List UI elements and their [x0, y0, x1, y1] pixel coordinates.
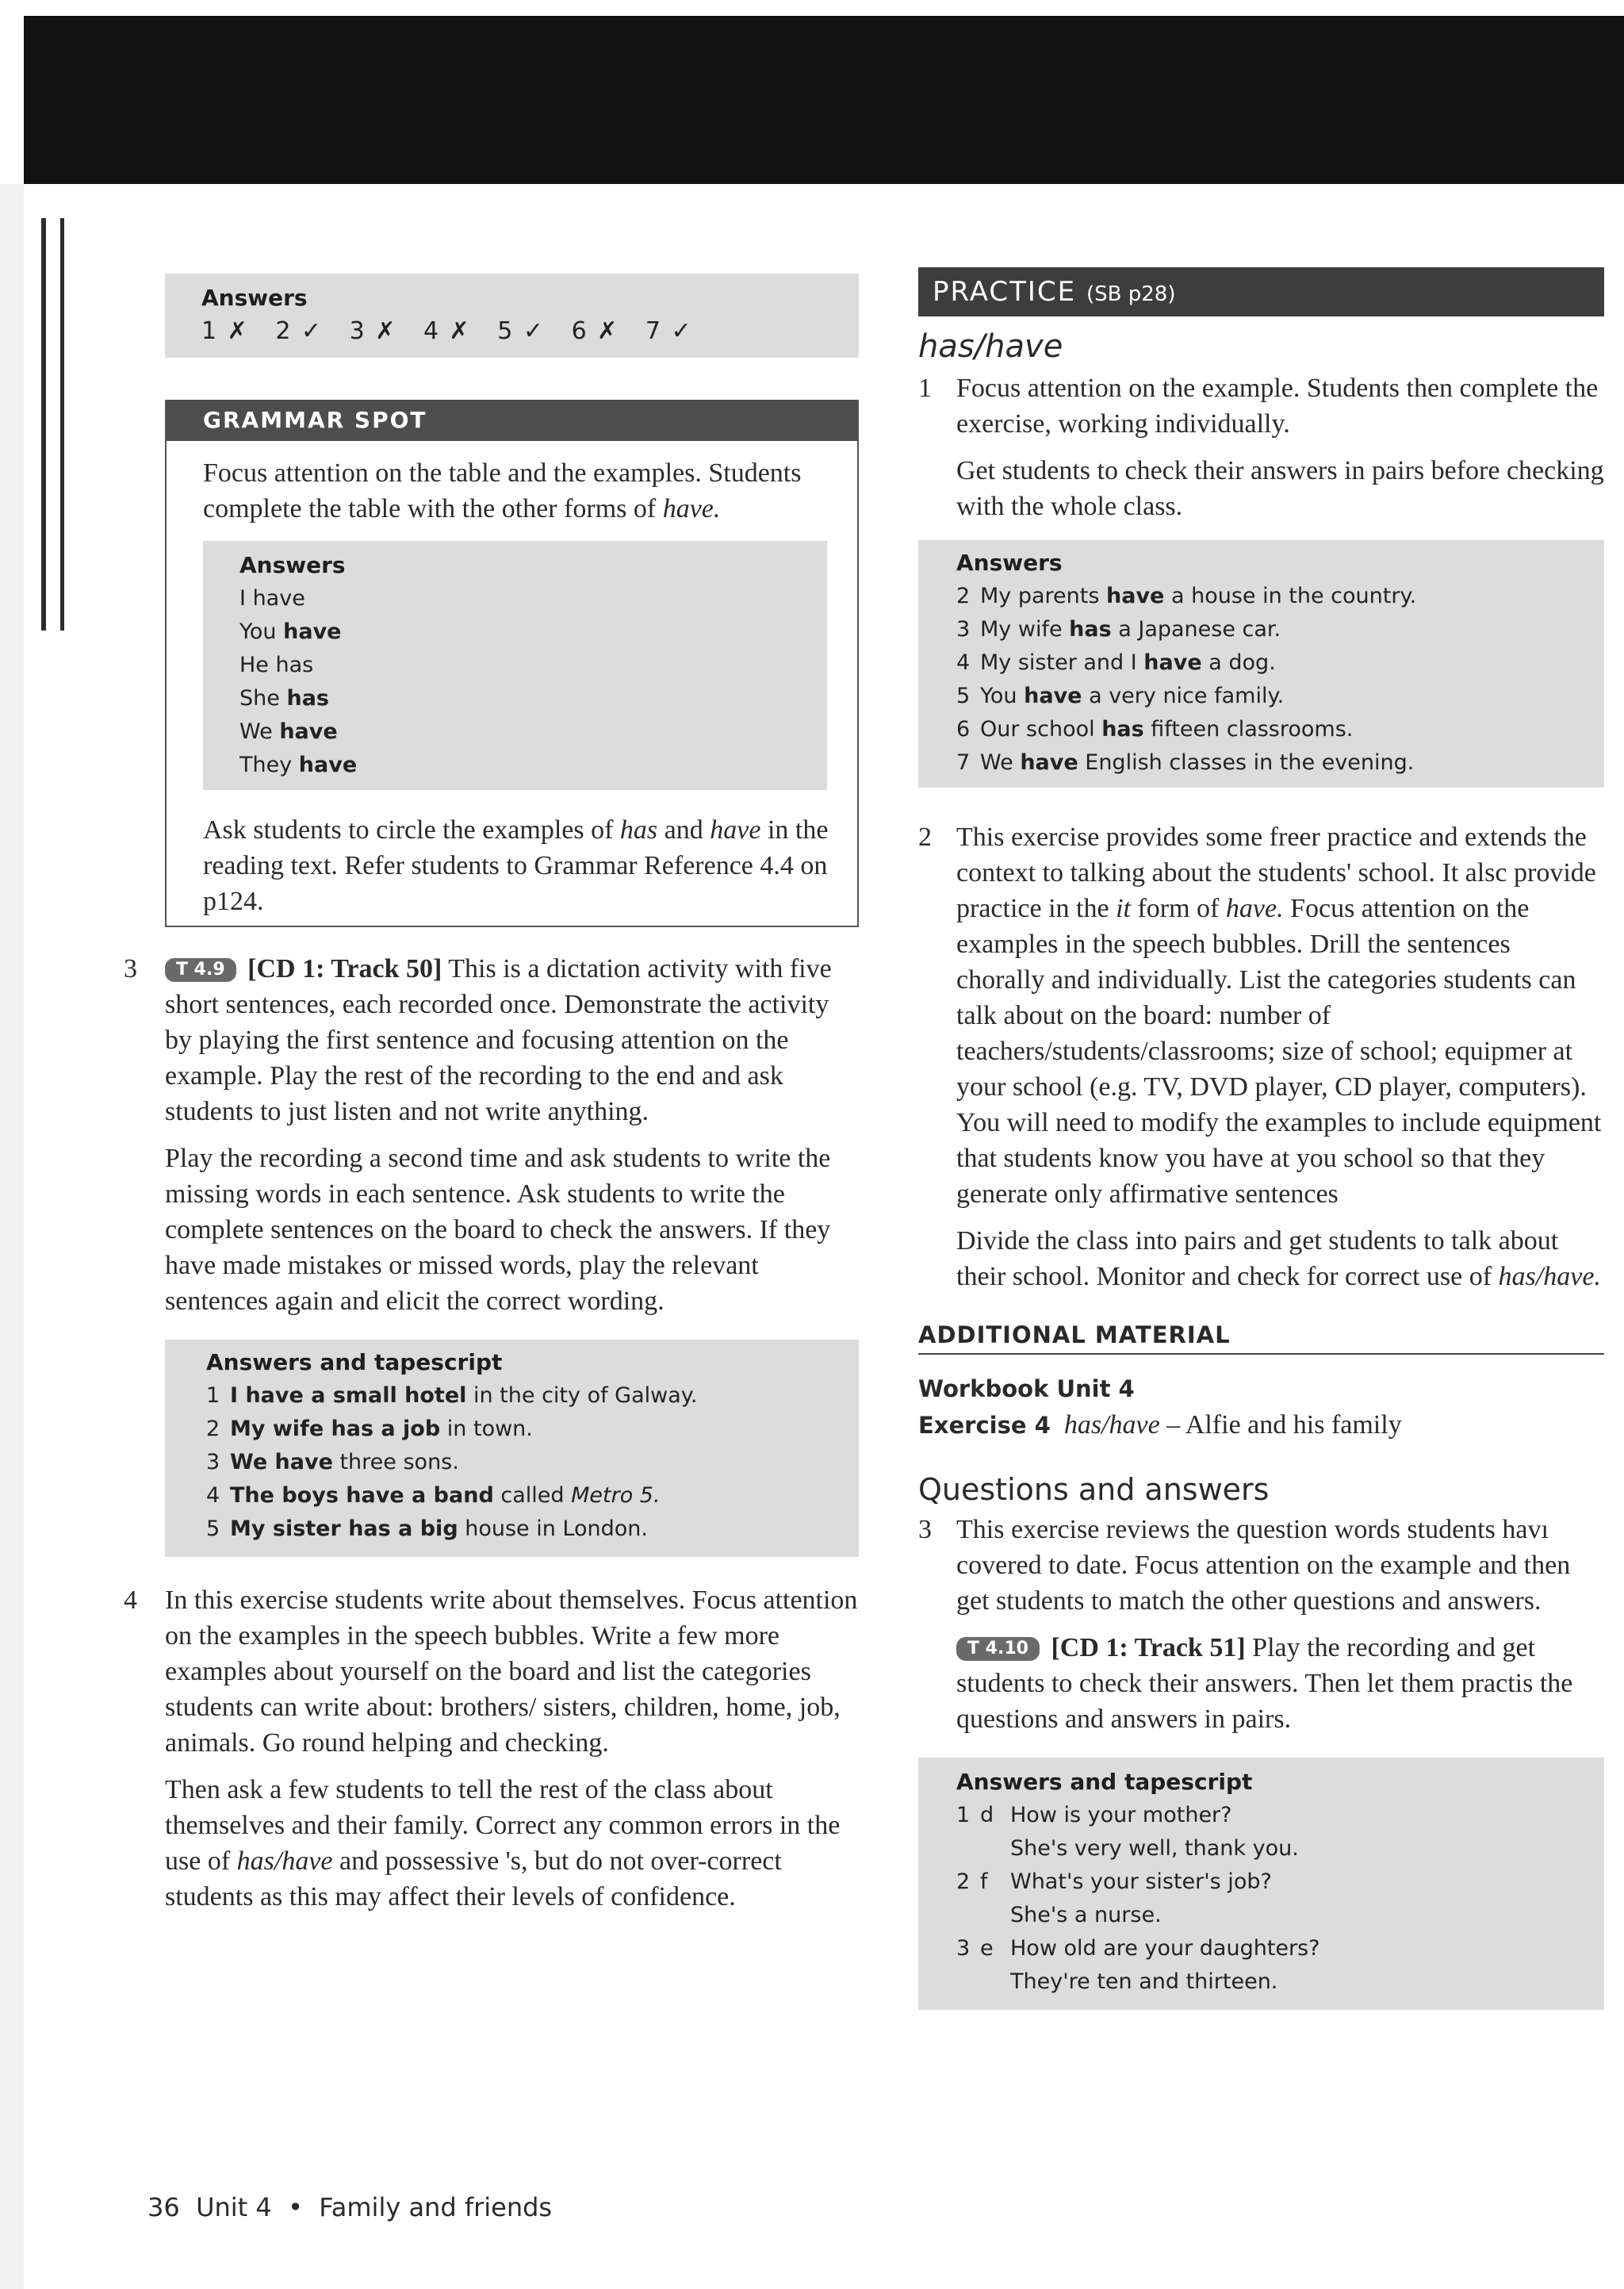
grammar-spot-title: GRAMMAR SPOT: [167, 400, 857, 441]
page-left-edge: [0, 184, 24, 2289]
qa-answer-reply: She's very well, thank you.: [1010, 1836, 1299, 1861]
answer-item: 4 ✗: [423, 317, 469, 345]
exercise-number: 3: [124, 954, 137, 983]
practice-exercise-1-paragraph: Focus attention on the example. Students then complete the exercise, working individually.: [956, 374, 1599, 439]
footer-bullet: •: [288, 2192, 303, 2222]
qa-exercise-3: [918, 1512, 1604, 1737]
qa-answer-reply: They're ten and thirteen.: [1010, 1969, 1278, 1994]
workbook-reference: Workbook Unit 4: [918, 1375, 1135, 1402]
grammar-answers-box: [203, 541, 827, 790]
answer-item: 2 ✓: [275, 317, 322, 345]
grammar-answer-row: I have: [239, 586, 305, 611]
answer-line: 2 My parents have a house in the country.: [956, 584, 1417, 608]
answer-line: 4 My sister and I have a dog.: [956, 650, 1276, 675]
practice-exercise-1: [918, 370, 1604, 524]
exercise-number: 3: [918, 1515, 932, 1544]
exercise-number: 2: [918, 822, 932, 852]
answer-line: 3 My wife has a Japanese car.: [956, 617, 1281, 642]
answers-row: [201, 315, 822, 348]
grammar-spot-intro: Focus attention on the table and the examples. Students complete the table with the other forms of have.: [203, 458, 802, 523]
exercise-number: 4: [124, 1585, 137, 1615]
grammar-answer-row: They have: [239, 753, 358, 777]
right-column: [918, 267, 1604, 2010]
qa-answers-box: [918, 1758, 1604, 2010]
qa-exercise-paragraph: T 4.10 [CD 1: Track 51] Play the recording and get students to check their answers. Then let them practis the questions and answers in pairs.: [956, 1633, 1573, 1734]
answers-title: Answers and tapescript: [956, 1769, 1253, 1795]
practice-sb-ref: (SB p28): [1086, 282, 1176, 306]
exercise-4-paragraph: In this exercise students write about themselves. Focus attention on the examples in the speech bubbles. Write a few more examples about yourself on the board and list the categories students can write about: brothers/ sisters, children, home, job, animals. Go round helping and checking.: [165, 1585, 858, 1758]
answer-line: 5 My sister has a big house in London.: [206, 1516, 648, 1541]
track-badge: T 4.10: [956, 1637, 1040, 1661]
grammar-answer-row: She has: [239, 686, 329, 711]
binding-line: [60, 218, 64, 631]
page-footer: [147, 2192, 552, 2222]
footer-unit: Unit 4: [196, 2192, 272, 2222]
qa-answer-question: 2 f What's your sister's job?: [956, 1869, 1272, 1894]
answers-box: [165, 274, 859, 358]
answer-item: 1 ✗: [201, 317, 247, 345]
answer-line: 4 The boys have a band called Metro 5.: [206, 1483, 661, 1508]
exercise-3-paragraph: T 4.9 [CD 1: Track 50] This is a dictation activity with five short sentences, each recorded once. Demonstrate the activity by playing the first sentence and focusing attention on the example. Play the rest of the recording to the end and ask students to just listen and not write anything.: [165, 954, 832, 1126]
answer-line: 5 You have a very nice family.: [956, 684, 1285, 708]
answer-line: 7 We have English classes in the evening.: [956, 750, 1415, 775]
answer-line: 2 My wife has a job in town.: [206, 1417, 533, 1441]
footer-title: Family and friends: [319, 2192, 553, 2222]
answer-line: 6 Our school has fifteen classrooms.: [956, 717, 1354, 742]
practice-exercise-2-paragraph: This exercise provides some freer practice and extends the context to talking about the students' school. It alsc provide practice in the it form of have. Focus attention on the examples in the speech bubbles. Drill the sentences chorally and individually. List the categories students can talk about on the board: number of teachers/students/classrooms; size of school; equipmer at your school (e.g. TV, DVD player, CD player, computers). You will need to modify the examples to include equipment that students know you have at you school so that they generate only affirmative sentences: [956, 822, 1602, 1209]
answers-title: Answers: [201, 285, 308, 311]
qa-answer-reply: She's a nurse.: [1010, 1903, 1162, 1927]
grammar-answer-row: He has: [239, 653, 314, 677]
answer-item: 6 ✗: [571, 317, 618, 345]
qa-answer-question: 1 d How is your mother?: [956, 1803, 1232, 1827]
exercise-3-paragraph: Play the recording a second time and ask students to write the missing words in each sentence. Ask students to write the complete sentences on the board to check the answers. If they have made mistakes or missed words, play the relevant sentences again and elicit the correct wording.: [165, 1144, 831, 1316]
additional-material-heading: ADDITIONAL MATERIAL: [918, 1317, 1604, 1355]
grammar-spot-outro: Ask students to circle the examples of has and have in the reading text. Refer students to Grammar Reference 4.4 on p124.: [203, 815, 829, 916]
exercise-4-paragraph: Then ask a few students to tell the rest of the class about themselves and their family. Correct any common errors in the use of has/have and possessive 's, but do not over-correct students as this may affect their levels of confidence.: [165, 1775, 841, 1911]
cd-reference: [CD 1: Track 51]: [1051, 1633, 1246, 1662]
grammar-spot-box: [165, 400, 859, 927]
grammar-answers-title: Answers: [239, 552, 346, 578]
questions-answers-heading: Questions and answers: [918, 1472, 1270, 1507]
answer-line: 3 We have three sons.: [206, 1450, 459, 1474]
page-number: 36: [147, 2192, 180, 2222]
answers-title: Answers: [956, 550, 1063, 576]
cd-reference: [CD 1: Track 50]: [247, 954, 442, 983]
grammar-answer-row: We have: [239, 719, 338, 744]
practice-exercise-2: [918, 819, 1604, 1294]
exercise-4: [124, 1582, 859, 1915]
practice-title: PRACTICE: [933, 276, 1077, 308]
binding-line: [41, 218, 46, 631]
exercise-number: 1: [918, 374, 932, 403]
practice-exercise-1-paragraph: Get students to check their answers in pairs before checking with the whole class.: [956, 456, 1604, 521]
exercise-3: [124, 951, 859, 1319]
answers-tapescript-box: [165, 1340, 859, 1557]
answer-line: 1 I have a small hotel in the city of Galway.: [206, 1383, 698, 1408]
practice-answers-box: [918, 540, 1604, 788]
practice-exercise-2-paragraph: Divide the class into pairs and get students to talk about their school. Monitor and check for correct use of has/have.: [956, 1226, 1601, 1291]
answer-item: 5 ✓: [497, 317, 544, 345]
answers-title: Answers and tapescript: [206, 1349, 503, 1375]
answer-item: 3 ✗: [349, 317, 396, 345]
section-subheading: has/have: [918, 328, 1063, 365]
page-top-dark-band: [24, 16, 1624, 184]
qa-exercise-paragraph: This exercise reviews the question words students havı covered to date. Focus attention on the example and then get students to match the other questions and answers.: [956, 1515, 1571, 1616]
qa-answer-question: 3 e How old are your daughters?: [956, 1936, 1320, 1961]
answer-item: 7 ✓: [645, 317, 691, 345]
practice-header: [918, 267, 1604, 316]
track-badge: T 4.9: [165, 958, 236, 982]
grammar-answer-row: You have: [239, 619, 342, 644]
left-column: [124, 274, 859, 1915]
workbook-exercise: Exercise 4 has/have – Alfie and his family: [918, 1410, 1402, 1440]
